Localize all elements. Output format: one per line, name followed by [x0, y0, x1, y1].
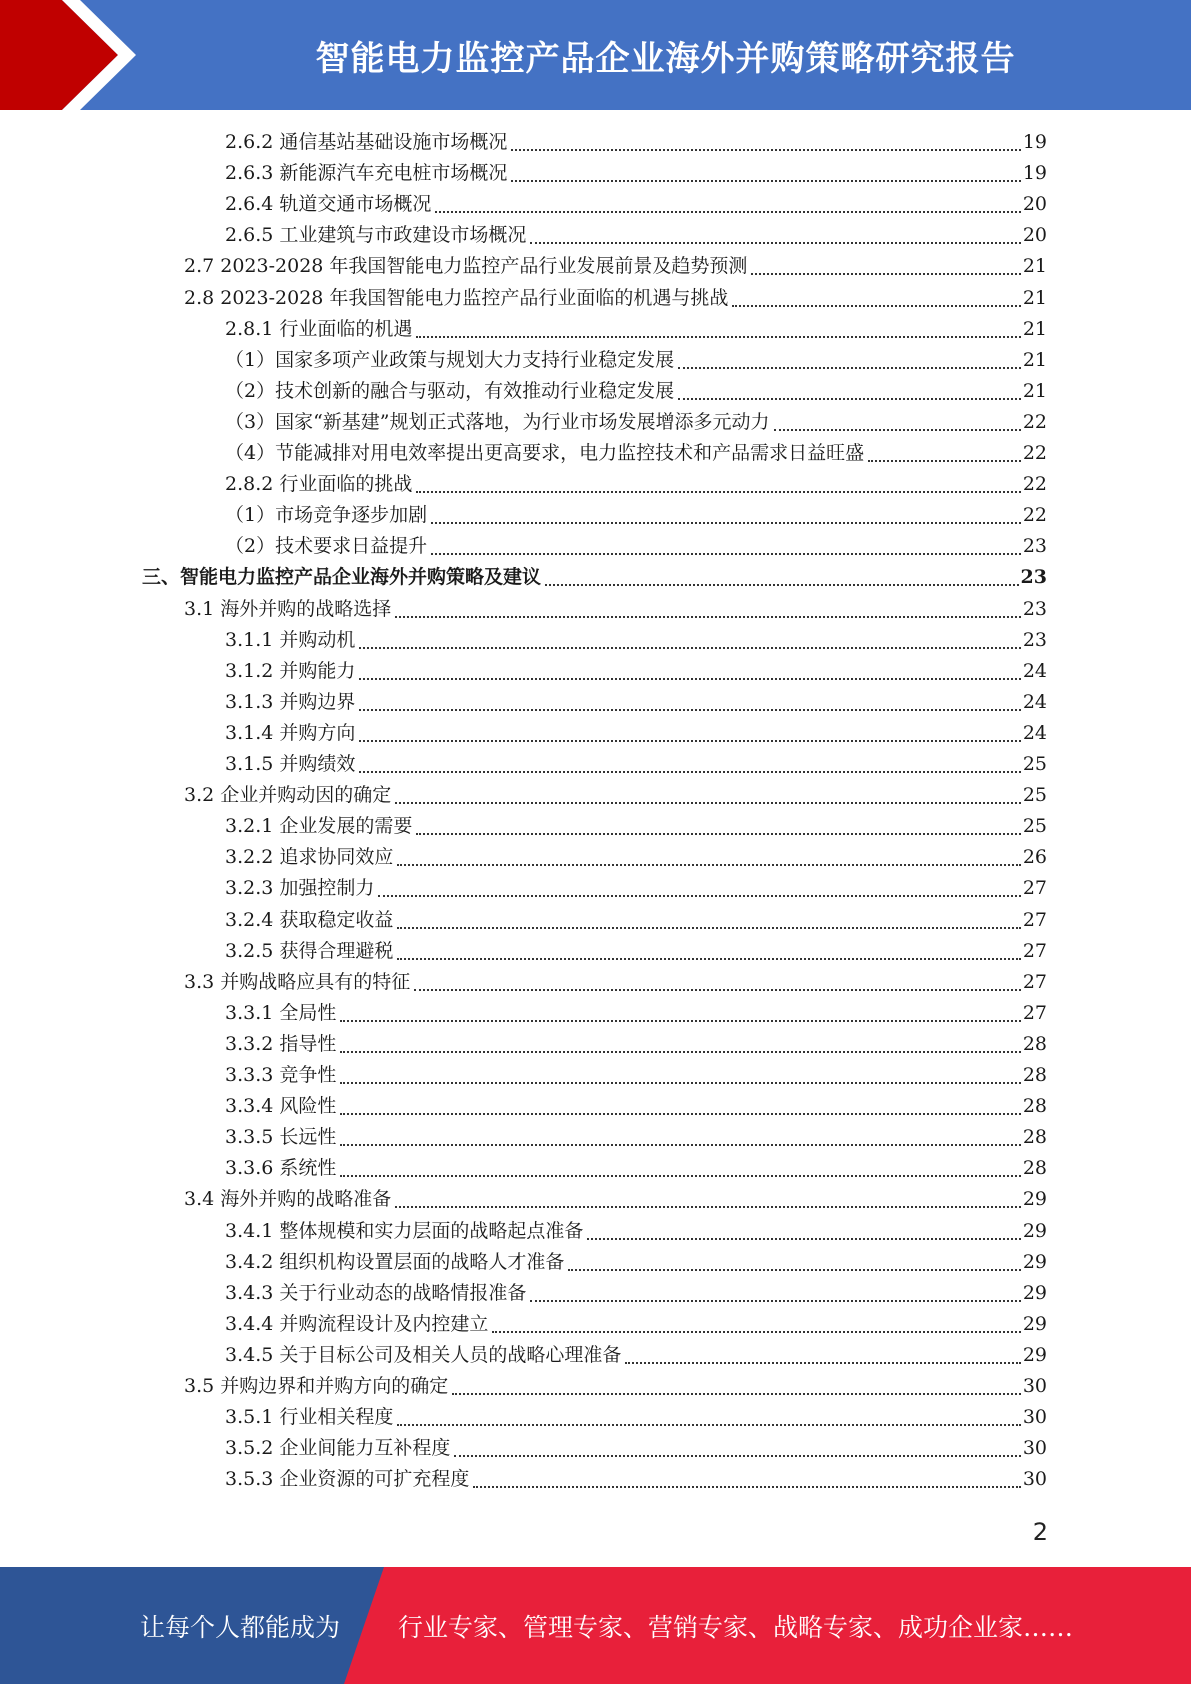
toc-dot-leader	[473, 1486, 1020, 1488]
toc-entry-title: 3.3.3 竞争性	[225, 1064, 337, 1086]
toc-dot-leader	[397, 1424, 1020, 1426]
toc-entry-title: 3.3.4 风险性	[225, 1095, 337, 1117]
toc-entry-page: 30	[1022, 1468, 1047, 1490]
toc-entry-page: 19	[1022, 131, 1047, 153]
toc-entry[interactable]	[225, 1029, 1047, 1060]
toc-entry[interactable]	[225, 1464, 1047, 1495]
toc-dot-leader	[395, 1206, 1021, 1208]
toc-dot-leader	[359, 771, 1020, 773]
toc-entry[interactable]	[225, 625, 1047, 656]
toc-entry-title: 2.7 2023-2028 年我国智能电力监控产品行业发展前景及趋势预测	[184, 255, 748, 277]
toc-entry[interactable]	[225, 1278, 1047, 1309]
toc-entry[interactable]	[225, 998, 1047, 1029]
toc-entry-page: 25	[1022, 753, 1047, 775]
toc-entry-title: （3）国家“新基建”规划正式落地，为行业市场发展增添多元动力	[225, 411, 770, 433]
toc-entry-title: 3.2.3 加强控制力	[225, 877, 375, 899]
toc-entry-title: 3.4.5 关于目标公司及相关人员的战略心理准备	[225, 1344, 622, 1366]
toc-entry-title: 3.1.3 并购边界	[225, 691, 356, 713]
toc-entry-title: （1）市场竞争逐步加剧	[225, 504, 428, 526]
toc-dot-leader	[545, 584, 1019, 586]
toc-entry-page: 21	[1022, 380, 1047, 402]
toc-entry[interactable]	[184, 283, 1047, 314]
toc-entry-page: 24	[1022, 722, 1047, 744]
toc-dot-leader	[359, 647, 1020, 649]
toc-dot-leader	[378, 895, 1020, 897]
toc-entry-title: 3.2.4 获取稳定收益	[225, 909, 394, 931]
toc-entry-title: 2.6.4 轨道交通市场概况	[225, 193, 432, 215]
toc-entry-title: 3.4.3 关于行业动态的战略情报准备	[225, 1282, 527, 1304]
toc-entry-page: 28	[1022, 1064, 1047, 1086]
toc-entry[interactable]	[225, 469, 1047, 500]
toc-entry-title: 2.6.2 通信基站基础设施市场概况	[225, 131, 508, 153]
toc-entry-page: 21	[1022, 255, 1047, 277]
toc-entry-title: 3.4.4 并购流程设计及内控建立	[225, 1313, 489, 1335]
toc-entry-title: 3.3.1 全局性	[225, 1002, 337, 1024]
toc-entry-title: 三、智能电力监控产品企业海外并购策略及建议	[142, 566, 542, 588]
toc-entry[interactable]	[225, 376, 1047, 407]
toc-entry-page: 21	[1022, 349, 1047, 371]
toc-entry-page: 30	[1022, 1437, 1047, 1459]
toc-entry-page: 22	[1022, 411, 1047, 433]
toc-entry-page: 25	[1022, 815, 1047, 837]
toc-entry-page: 29	[1022, 1220, 1047, 1242]
toc-dot-leader	[454, 1455, 1020, 1457]
toc-entry-title: 2.8.1 行业面临的机遇	[225, 318, 413, 340]
footer-slogan-lead: 让每个人都能成为	[140, 1612, 341, 1642]
toc-entry-page: 29	[1022, 1188, 1047, 1210]
toc-entry-title: 3.1.2 并购能力	[225, 660, 356, 682]
toc-entry[interactable]	[225, 749, 1047, 780]
toc-entry-title: 3.2 企业并购动因的确定	[184, 784, 392, 806]
toc-entry[interactable]	[225, 438, 1047, 469]
toc-dot-leader	[751, 273, 1020, 275]
toc-dot-leader	[678, 398, 1021, 400]
toc-dot-leader	[868, 460, 1021, 462]
toc-dot-leader	[452, 1393, 1021, 1395]
toc-dot-leader	[340, 1082, 1020, 1084]
toc-entry[interactable]	[184, 1184, 1047, 1215]
toc-dot-leader	[340, 1175, 1020, 1177]
toc-dot-leader	[395, 802, 1021, 804]
toc-entry-title: （4）节能减排对用电效率提出更高要求，电力监控技术和产品需求日益旺盛	[225, 442, 865, 464]
toc-entry[interactable]	[225, 158, 1047, 189]
toc-entry-title: 3.1.5 并购绩效	[225, 753, 356, 775]
toc-entry-page: 20	[1022, 193, 1047, 215]
toc-entry-page: 21	[1022, 318, 1047, 340]
toc-entry-page: 28	[1022, 1157, 1047, 1179]
toc-entry-page: 23	[1020, 566, 1047, 588]
toc-entry-page: 30	[1022, 1406, 1047, 1428]
toc-entry[interactable]	[225, 1216, 1047, 1247]
toc-entry[interactable]	[225, 1340, 1047, 1371]
toc-dot-leader	[416, 336, 1020, 338]
toc-entry-title: （1）国家多项产业政策与规划大力支持行业稳定发展	[225, 349, 675, 371]
toc-entry[interactable]	[184, 594, 1047, 625]
toc-entry-title: 3.3.2 指导性	[225, 1033, 337, 1055]
toc-entry-page: 23	[1022, 629, 1047, 651]
toc-entry[interactable]	[225, 687, 1047, 718]
toc-entry[interactable]	[184, 251, 1047, 282]
toc-dot-leader	[435, 211, 1020, 213]
toc-entry-page: 27	[1022, 909, 1047, 931]
toc-entry[interactable]	[225, 1060, 1047, 1091]
toc-entry[interactable]	[225, 1122, 1047, 1153]
toc-dot-leader	[492, 1331, 1020, 1333]
toc-entry-title: 3.4.2 组织机构设置层面的战略人才准备	[225, 1251, 565, 1273]
toc-entry-page: 27	[1022, 940, 1047, 962]
report-title: 智能电力监控产品企业海外并购策略研究报告	[315, 38, 1016, 79]
toc-entry[interactable]	[225, 500, 1047, 531]
toc-entry[interactable]	[225, 905, 1047, 936]
toc-entry-page: 24	[1022, 691, 1047, 713]
toc-entry[interactable]	[225, 127, 1047, 158]
toc-entry-title: 3.5.3 企业资源的可扩充程度	[225, 1468, 470, 1490]
toc-entry[interactable]	[225, 656, 1047, 687]
toc-entry-title: 3.1.4 并购方向	[225, 722, 356, 744]
toc-entry-title: （2）技术创新的融合与驱动，有效推动行业稳定发展	[225, 380, 675, 402]
toc-dot-leader	[414, 989, 1021, 991]
toc-dot-leader	[431, 553, 1021, 555]
toc-dot-leader	[359, 709, 1020, 711]
toc-dot-leader	[530, 242, 1020, 244]
toc-entry-page: 19	[1022, 162, 1047, 184]
toc-entry[interactable]	[225, 345, 1047, 376]
toc-entry-title: 3.2.5 获得合理避税	[225, 940, 394, 962]
toc-dot-leader	[416, 833, 1020, 835]
header-arrow-decoration	[0, 0, 150, 110]
toc-entry-title: （2）技术要求日益提升	[225, 535, 428, 557]
toc-entry-title: 2.6.3 新能源汽车充电桩市场概况	[225, 162, 508, 184]
toc-entry[interactable]	[225, 1153, 1047, 1184]
toc-entry-page: 29	[1022, 1282, 1047, 1304]
toc-entry-page: 27	[1022, 1002, 1047, 1024]
toc-dot-leader	[530, 1300, 1020, 1302]
toc-dot-leader	[587, 1238, 1020, 1240]
toc-entry[interactable]	[225, 718, 1047, 749]
toc-entry[interactable]	[225, 220, 1047, 251]
toc-entry-title: 2.8.2 行业面临的挑战	[225, 473, 413, 495]
toc-dot-leader	[416, 491, 1020, 493]
page-number: 2	[1032, 1518, 1048, 1546]
toc-entry-title: 3.1.1 并购动机	[225, 629, 356, 651]
toc-dot-leader	[511, 180, 1020, 182]
toc-dot-leader	[568, 1269, 1020, 1271]
toc-dot-leader	[774, 429, 1021, 431]
toc-entry[interactable]	[225, 407, 1047, 438]
toc-entry[interactable]	[184, 967, 1047, 998]
toc-entry-page: 24	[1022, 660, 1047, 682]
toc-entry-page: 28	[1022, 1126, 1047, 1148]
toc-entry-title: 3.5.1 行业相关程度	[225, 1406, 394, 1428]
toc-entry-title: 3.5.2 企业间能力互补程度	[225, 1437, 451, 1459]
toc-dot-leader	[397, 927, 1020, 929]
toc-entry-page: 28	[1022, 1033, 1047, 1055]
toc-entry[interactable]	[225, 873, 1047, 904]
page-header	[0, 0, 1191, 110]
toc-dot-leader	[340, 1051, 1020, 1053]
toc-entry[interactable]	[225, 936, 1047, 967]
toc-dot-leader	[395, 616, 1021, 618]
toc-entry[interactable]	[225, 1402, 1047, 1433]
toc-entry-title: 2.8 2023-2028 年我国智能电力监控产品行业面临的机遇与挑战	[184, 287, 729, 309]
toc-entry[interactable]	[225, 314, 1047, 345]
toc-entry-page: 22	[1022, 504, 1047, 526]
toc-entry-page: 26	[1022, 846, 1047, 868]
toc-entry[interactable]	[225, 811, 1047, 842]
page-footer	[0, 1567, 1191, 1684]
toc-entry-page: 29	[1022, 1313, 1047, 1335]
toc-entry-page: 29	[1022, 1344, 1047, 1366]
toc-entry-page: 23	[1022, 535, 1047, 557]
toc-entry-page: 27	[1022, 971, 1047, 993]
toc-dot-leader	[678, 367, 1021, 369]
toc-entry[interactable]	[225, 531, 1047, 562]
toc-entry[interactable]	[225, 189, 1047, 220]
toc-entry[interactable]	[225, 842, 1047, 873]
toc-entry-title: 3.3.6 系统性	[225, 1157, 337, 1179]
toc-entry-title: 3.4 海外并购的战略准备	[184, 1188, 392, 1210]
toc-dot-leader	[397, 864, 1020, 866]
toc-entry[interactable]	[184, 780, 1047, 811]
toc-entry-title: 3.3 并购战略应具有的特征	[184, 971, 411, 993]
toc-entry-page: 29	[1022, 1251, 1047, 1273]
toc-entry-page: 28	[1022, 1095, 1047, 1117]
toc-dot-leader	[359, 740, 1020, 742]
toc-entry-title: 3.3.5 长远性	[225, 1126, 337, 1148]
toc-dot-leader	[511, 149, 1020, 151]
toc-entry-page: 23	[1022, 598, 1047, 620]
toc-entry-page: 21	[1022, 287, 1047, 309]
toc-entry-title: 3.2.1 企业发展的需要	[225, 815, 413, 837]
toc-entry-title: 2.6.5 工业建筑与市政建设市场概况	[225, 224, 527, 246]
toc-entry-title: 3.1 海外并购的战略选择	[184, 598, 392, 620]
toc-entry-page: 22	[1022, 442, 1047, 464]
toc-entry[interactable]	[225, 1309, 1047, 1340]
toc-entry-page: 25	[1022, 784, 1047, 806]
toc-entry-title: 3.4.1 整体规模和实力层面的战略起点准备	[225, 1220, 584, 1242]
toc-dot-leader	[397, 958, 1020, 960]
toc-entry-page: 20	[1022, 224, 1047, 246]
toc-entry-page: 30	[1022, 1375, 1047, 1397]
toc-dot-leader	[625, 1362, 1020, 1364]
toc-entry-title: 3.2.2 追求协同效应	[225, 846, 394, 868]
toc-entry[interactable]	[142, 562, 1047, 593]
toc-entry[interactable]	[225, 1091, 1047, 1122]
footer-slogan-roles: 行业专家、管理专家、营销专家、战略专家、成功企业家……	[398, 1612, 1074, 1642]
toc-dot-leader	[340, 1020, 1020, 1022]
toc-dot-leader	[340, 1144, 1020, 1146]
toc-dot-leader	[340, 1113, 1020, 1115]
toc-entry-page: 22	[1022, 473, 1047, 495]
toc-dot-leader	[732, 305, 1020, 307]
toc-dot-leader	[359, 678, 1020, 680]
toc-entry[interactable]	[225, 1433, 1047, 1464]
toc-entry[interactable]	[184, 1371, 1047, 1402]
toc-dot-leader	[431, 522, 1021, 524]
toc-entry-title: 3.5 并购边界和并购方向的确定	[184, 1375, 449, 1397]
toc-entry-page: 27	[1022, 877, 1047, 899]
toc-entry[interactable]	[225, 1247, 1047, 1278]
